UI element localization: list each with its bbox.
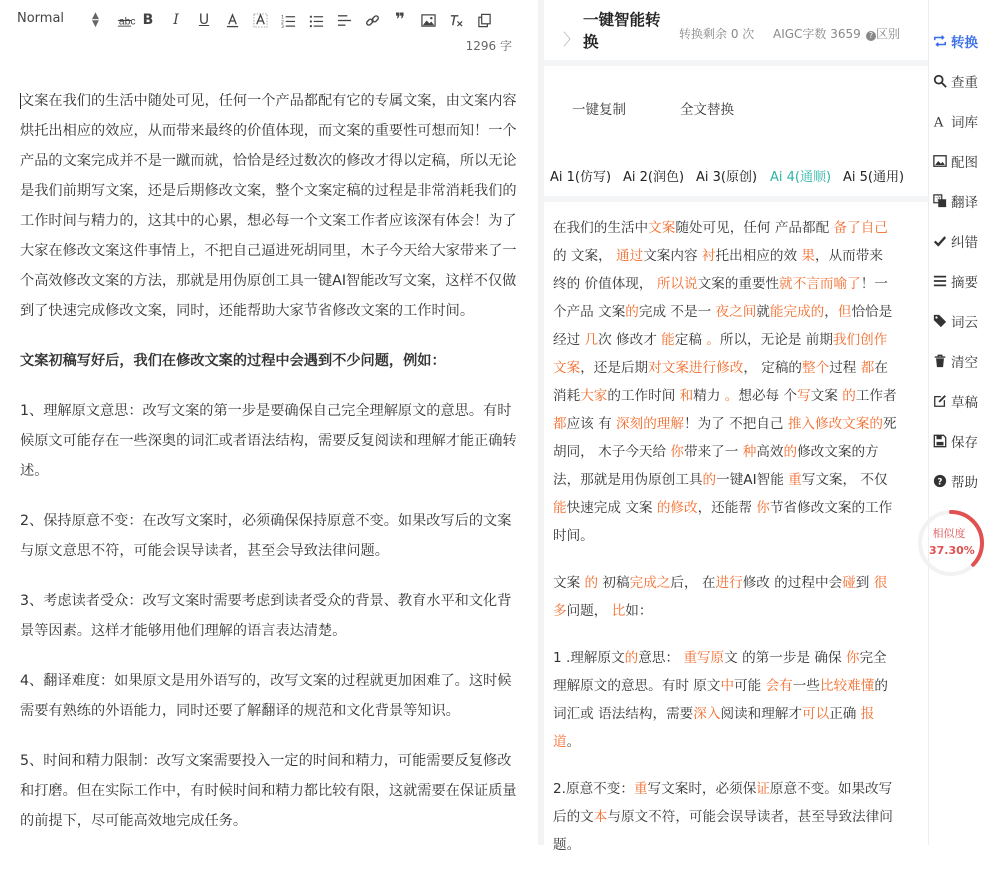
changed-text: 通过 [616,248,644,264]
strikethrough-icon [117,13,135,28]
changed-text: 整个 [802,360,830,376]
help-icon [933,474,947,488]
conversion-panel [544,0,928,853]
copy-all-button[interactable]: 一键复制 [572,102,626,118]
changed-text: 。 [706,332,720,348]
sidebar-item-label: 转换 [951,35,978,51]
blockquote-button[interactable] [391,11,409,29]
sidebar-item-label: 词库 [951,115,978,131]
aigc-word-count: AIGC字数 3659 [773,27,861,41]
unchanged-text: 正确 [829,706,861,722]
copy-icon [477,13,492,28]
unchanged-text: 文案内容 [643,248,702,264]
sidebar-item-label: 翻译 [951,195,978,211]
unchanged-text: ！为了 不把自己 [684,416,788,432]
bold-icon: B [142,12,154,28]
format-select[interactable] [17,11,103,29]
unchanged-text: 恰恰是经过 [553,304,893,348]
unchanged-text: 阅读和理解才 [720,706,803,722]
unchanged-text: 一些 [792,678,820,694]
changed-text: 几 [584,332,599,348]
sidebar-item-help[interactable] [933,470,993,492]
unchanged-text: 价值体现， [584,276,657,292]
strikethrough-button[interactable] [115,11,133,29]
changed-text: 能完成的 [769,304,825,320]
tool-sidebar [928,0,993,845]
sidebar-item-summary[interactable] [933,270,993,292]
clear-format-icon [449,13,464,28]
unchanged-text: 一键AI智能 [716,472,789,488]
changed-text: 写 [797,388,811,404]
changed-text: 备了自己 [833,220,888,236]
sidebar-item-label: 配图 [951,155,978,171]
replace-all-button[interactable]: 全文替换 [680,102,734,118]
font-color-button[interactable] [223,11,241,29]
changed-text: 进行 [715,575,743,591]
editor-content[interactable] [20,86,517,856]
changed-text: 的 [584,575,599,591]
tab-ai-5[interactable]: Ai 5(通用) [843,170,905,185]
unchanged-text: ！一个产品 文案 [553,276,888,320]
tab-ai-1[interactable]: Ai 1(仿写) [550,170,612,185]
changed-text: 夜之间 [715,304,757,320]
changed-text: 的 [702,472,717,488]
unchanged-text: 写文案时，必须保 [647,781,757,797]
changed-text: 的修改 [656,500,698,516]
svg-text:abc: abc [118,15,135,27]
changed-text: 的 [842,388,856,404]
unchanged-text: 定稿 [674,332,707,348]
editor-paragraph: 文案初稿写好后，我们在修改文案的过程中会遇到不少问题，例如： [20,353,446,369]
similarity-label: 相似度 [932,527,966,540]
sidebar-item-label: 摘要 [951,275,978,291]
sidebar-item-clear[interactable] [933,350,993,372]
changed-text: 。 [724,388,739,404]
svg-text:3: 3 [280,24,284,30]
unchanged-text: 过程 [829,360,861,376]
changed-text: 我们创作文案 [553,332,888,376]
converted-paragraph [553,644,900,756]
similarity-value: 37.30% [929,544,975,557]
changed-text: 能 [553,500,567,516]
link-icon [365,13,380,28]
changed-text: 深刻的理解 [616,416,684,432]
unchanged-text: 文 的第一步是 确保 [724,650,846,666]
changed-text: 但 [837,304,852,320]
similarity-ring [929,509,989,577]
unchanged-text: ，还是后期 [580,360,649,376]
changed-text: 重 [633,781,648,797]
bullet-list-icon [309,13,324,28]
panel-title: 一键智能转换 [583,11,661,51]
changed-text: 完成之 [629,575,671,591]
underline-icon: U [198,12,210,28]
sidebar-item-label: 清空 [951,355,978,371]
search-icon [933,74,947,88]
svg-text:1: 1 [280,15,284,21]
changed-text: 的 [625,304,639,320]
sidebar-item-wordcloud[interactable] [933,310,993,332]
check-icon [933,234,947,248]
unchanged-text: 死胡同， 木子今天给 [553,416,897,460]
unchanged-text: 文案 [810,388,843,404]
image-button[interactable] [419,11,437,29]
unchanged-text: 的词汇或 语法结构，需要 [553,678,888,722]
changed-text: 能 [661,332,675,348]
trash-icon [933,354,947,368]
image-icon [933,154,947,168]
underline-button[interactable] [195,11,213,29]
unchanged-text: 与原文不符，可能会误导读者，甚至导致法律问题。 [553,809,893,853]
unchanged-text: 后， 在 [670,575,716,591]
unchanged-text: 托出相应的效 [715,248,802,264]
edit-icon [933,394,947,408]
similarity-gauge [929,509,989,577]
editor-paragraph: 3、考虑读者受众：改写文案时需要考虑到读者受众的背景、教育水平和文化背景等因素。这样才能够用他们理解的语言表达清楚。 [20,593,512,639]
link-button[interactable] [363,11,381,29]
unchanged-text: 在消耗 [553,360,888,404]
sidebar-item-translate[interactable] [933,190,993,212]
translate-icon [933,194,947,208]
converted-paragraph [553,569,900,625]
tag-icon [933,314,947,328]
unchanged-text: 如： [625,603,653,619]
unchanged-text: 精力 [693,388,725,404]
sidebar-item-check[interactable] [933,70,993,92]
sidebar-item-correct[interactable] [933,230,993,252]
font-color-icon [225,13,240,28]
align-left-icon [337,13,352,28]
svg-text:2: 2 [280,19,284,25]
changed-text: 会有 [765,678,793,694]
unchanged-text: 到 [855,575,874,591]
sidebar-item-label: 保存 [951,435,978,451]
unchanged-text: 问题， [566,603,612,619]
editor-paragraph: 4、翻译难度：如果原文是用外语写的，改写文案的过程就更加困难了。这时候需要有熟练的外语能力，同时还要了解翻译的规范和文化背景等知识。 [20,673,512,719]
changed-text: 的 [624,650,639,666]
changed-text: 报道 [553,706,875,750]
changed-text: 你 [845,650,860,666]
unchanged-text: 随处可见，任何 产品都配 [675,220,834,236]
background-color-icon [253,13,268,28]
tab-ai-3[interactable]: Ai 3(原创) [696,170,758,185]
format-select-value: Normal [17,11,65,26]
svg-text:文: 文 [935,196,942,203]
unchanged-text: 完全理解原文的意思。有时 原文 [553,650,887,694]
changed-text: 大家 [580,388,608,404]
bullet-list-button[interactable] [307,11,325,29]
changed-text: 衬 [701,248,716,264]
unchanged-text: 初稿 [598,575,630,591]
unchanged-text: 所以，无论是 前期 [719,332,833,348]
sidebar-item-save[interactable] [933,430,993,452]
difference-link[interactable] [866,25,900,42]
save-icon [933,434,947,448]
sidebar-item-label: 纠错 [951,235,978,251]
italic-icon: I [173,12,179,28]
changed-text: 和 [679,388,694,404]
unchanged-text: 的 文案， [553,248,617,264]
sidebar-item-lexicon[interactable] [933,110,993,132]
changed-text: 推入修改文案的 [787,416,883,432]
changed-text: 果 [801,248,815,264]
unchanged-text: 。 [566,734,581,750]
unchanged-text: 在我们的生活中 [553,220,649,236]
unchanged-text: 修改 的过程中会 [742,575,843,591]
svg-text:A: A [933,115,944,131]
ordered-list-button[interactable] [279,11,297,29]
unchanged-text: 完成 不是一 [638,304,716,320]
difference-label: 区别 [876,27,901,41]
changed-text: 种 [742,444,757,460]
unchanged-text: 可能 [734,678,766,694]
clear-format-button[interactable] [447,11,465,29]
unchanged-text: 意思： [638,650,684,666]
changed-text: 比 [611,603,626,619]
changed-text: 很多 [553,575,888,619]
changed-text: 都 [860,360,875,376]
remaining-count: 转换剩余 0 次 [679,27,755,41]
word-count: 1296 字 [465,39,512,53]
unchanged-text: 1 .理解原文 [553,650,625,666]
unchanged-text: 应该 有 [566,416,617,432]
unchanged-text: 工作者 [855,388,897,404]
sidebar-item-convert[interactable] [933,30,993,52]
changed-text: 深入 [693,706,721,722]
unchanged-text: 节省修改文案的工作时间。 [553,500,893,544]
sidebar-item-label: 草稿 [951,395,978,411]
unchanged-text: 带来了一 [684,444,743,460]
changed-text: 碰 [842,575,856,591]
convert-icon [933,34,947,48]
changed-text: 就不言而喻了 [779,276,861,292]
sidebar-item-label: 帮助 [951,475,978,491]
unchanged-text: ，从而带来 终的 [553,248,883,292]
unchanged-text: 快速完成 文案 [566,500,657,516]
svg-text:?: ? [937,477,943,488]
unchanged-text: 写文案， 不仅 [801,472,888,488]
select-arrows-icon: ▲ ▼ [92,11,99,29]
italic-button[interactable] [167,11,185,29]
list-icon [933,274,947,288]
background-color-button[interactable] [251,11,269,29]
unchanged-text: 文案的重要性 [697,276,780,292]
align-button[interactable] [335,11,353,29]
sidebar-item-label: 查重 [951,75,978,91]
unchanged-text: 想必每 个 [738,388,798,404]
unchanged-text: 文案 [553,575,585,591]
converted-paragraph [553,775,900,859]
tab-ai-2[interactable]: Ai 2(润色) [623,170,685,185]
copy-button[interactable] [475,11,493,29]
changed-text: 比较难懂 [819,678,875,694]
image-icon [421,13,436,28]
sidebar-item-image[interactable] [933,150,993,172]
font-icon [933,114,947,131]
panel-divider [544,60,928,66]
unchanged-text: 就 [756,304,770,320]
converted-content[interactable] [553,214,900,878]
editor-paragraph: 1、理解原文意思：改写文案的第一步是要确保自己完全理解原文的意思。有时候原文可能存在一些深奥的词汇或者语法结构，需要反复阅读和理解才能正确转述。 [20,403,517,479]
changed-text: 可以 [802,706,830,722]
changed-text: 对文案进行修改 [648,360,744,376]
unchanged-text: 2.原意不变： [553,781,634,797]
unchanged-text: ， 定稿的 [743,360,803,376]
unchanged-text: 高效 [756,444,784,460]
changed-text: 证 [756,781,770,797]
changed-text: 中 [720,678,735,694]
bold-button[interactable] [139,11,157,29]
changed-text: 你 [756,500,770,516]
editor-toolbar [0,0,538,38]
ordered-list-icon [281,13,296,28]
changed-text: 的 [783,444,798,460]
changed-text: 所以说 [656,276,698,292]
editor-paragraph: 文案在我们的生活中随处可见，任何一个产品都配有它的专属文案，由文案内容烘托出相应的效应，从而带来最终的价值体现，而文案的重要性可想而知！一个产品的文案完成并不是一蹴而就，恰恰是经过数次的修改才得以定稿，所以无论是我们前期写文案，还是后期修改文案，整个文案定稿的过程是非常消耗我们的工作时间与精力的，这其中的心累，想必每一个文案工作者应该深有体会！为了大家在修改文案这件事情上，不把自己逼进死胡同里，木子今天给大家带来了一个高效修改文案的方法，那就是用伪原创工具一键AI智能改写文案，这样不仅做到了快速完成修改文案，同时，还能帮助大家节省修改文案的工作时间。 [20,93,517,319]
sidebar-item-label: 词云 [951,315,978,331]
unchanged-text: 修改文案的方法，那就是用伪原创工具 [553,444,879,488]
unchanged-text: 的工作时间 [607,388,680,404]
unchanged-text: ， [824,304,838,320]
panel-divider [544,196,928,202]
changed-text: 本 [593,809,608,825]
editor-paragraph: 5、时间和精力限制：改写文案需要投入一定的时间和精力，可能需要反复修改和打磨。但在实际工作中，有时候时间和精力都比较有限，这就需要在保证质量的前提下，尽可能高效地完成任务。 [20,753,517,829]
changed-text: 重 [788,472,802,488]
changed-text: 你 [670,444,684,460]
sidebar-item-draft[interactable] [933,390,993,412]
chevron-right-icon[interactable]: 〉 [563,30,580,49]
unchanged-text: ，还能帮 [697,500,757,516]
tab-ai-4[interactable]: Ai 4(通顺) [770,170,832,185]
unchanged-text: 次 修改才 [598,332,662,348]
unchanged-text: 原意不变。如果改写后的文 [553,781,893,825]
converted-paragraph [553,214,900,550]
changed-text: 重写原 [683,650,725,666]
editor-paragraph: 2、保持原意不变：在改写文案时，必须确保保持原意不变。如果改写后的文案与原文意思不符，可能会误导读者，甚至会导致法律问题。 [20,513,512,559]
changed-text: 都 [553,416,567,432]
quote-icon: ❞ [395,10,405,30]
changed-text: 文案 [648,220,676,236]
question-icon: ? [866,31,876,41]
